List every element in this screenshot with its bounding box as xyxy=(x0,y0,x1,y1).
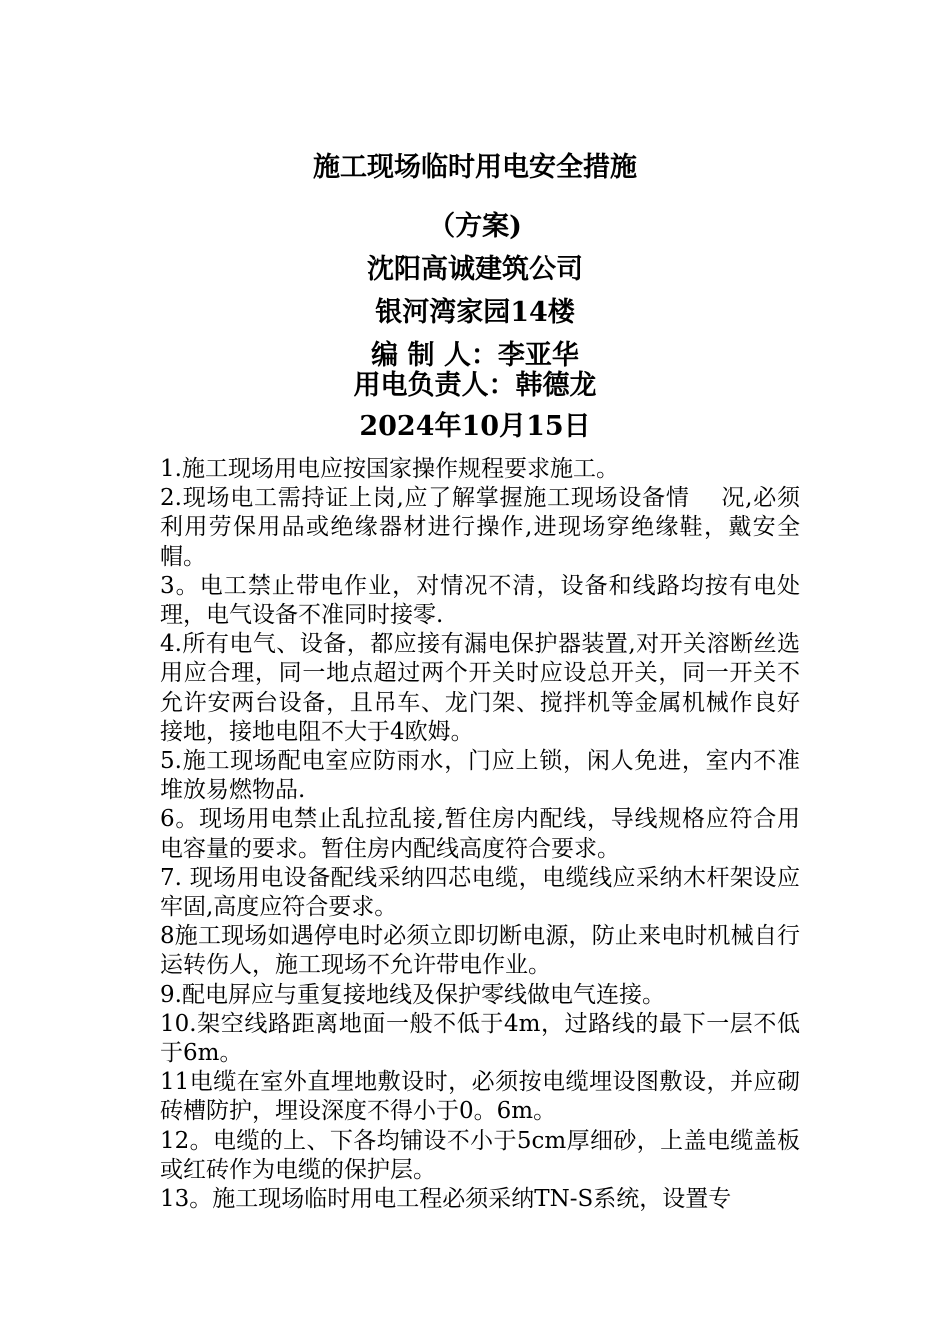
measure-item: 9.配电屏应与重复接地线及保护零线做电气连接。 xyxy=(160,981,665,1008)
measure-item: 6。现场用电禁止乱拉乱接,暂住房内配线，导线规格应符合用电容量的要求。暂住房内配线高度符合要求。 xyxy=(160,806,800,862)
document-date: 2024年10月15日 xyxy=(359,411,591,442)
document-title: 施工现场临时用电安全措施 xyxy=(313,152,637,183)
measure-item: 12。电缆的上、下各均铺设不小于5cm厚细砂，上盖电缆盖板或红砖作为电缆的保护层。 xyxy=(160,1127,800,1183)
measure-item: 3。电工禁止带电作业，对情况不清，设备和线路均按有电处理，电气设备不准同时接零. xyxy=(160,572,800,629)
editor-line: 编 制 人：李亚华 xyxy=(371,340,579,371)
measure-item: 5.施工现场配电室应防雨水，门应上锁，闲人免进，室内不准堆放易燃物品. xyxy=(160,748,800,804)
measure-item: 4.所有电气、设备，都应接有漏电保护器装置,对开关溶断丝选用应合理，同一地点超过两个开关时应设总开关，同一开关不允许安两台设备，且吊车、龙门架、搅拌机等金属机械作良好接地，接地电阻不大于4欧姆。 xyxy=(160,631,800,745)
document-subtitle: （方案) xyxy=(428,211,522,242)
measure-item: 10.架空线路距离地面一般不低于4m，过路线的最下一层不低于6m。 xyxy=(160,1010,800,1067)
measure-item: 8施工现场如遇停电时必须立即切断电源，防止来电时机械自行运转伤人，施工现场不允许带电作业。 xyxy=(160,923,800,979)
company-name: 沈阳高诚建筑公司 xyxy=(367,254,583,285)
measure-item: 11电缆在室外直埋地敷设时，必须按电缆埋设图敷设，并应砌砖槽防护，埋设深度不得小于0。6m。 xyxy=(160,1069,800,1125)
measure-item: 2.现场电工需持证上岗,应了解掌握施工现场设备情 况,必须利用劳保用品或绝缘器材进行操作,进现场穿绝缘鞋，戴安全帽。 xyxy=(160,485,800,570)
measures-list xyxy=(160,455,800,1214)
measure-item: 13。施工现场临时用电工程必须采纳TN-S系统，设置专 xyxy=(160,1186,732,1213)
measure-item: 7. 现场用电设备配线采纳四芯电缆，电缆线应采纳木杆架设应牢固,高度应符合要求。 xyxy=(160,864,800,921)
measure-item: 1.施工现场用电应按国家操作规程要求施工。 xyxy=(160,456,619,482)
project-name: 银河湾家园14楼 xyxy=(375,297,575,328)
responsible-line: 用电负责人：韩德龙 xyxy=(353,370,597,401)
